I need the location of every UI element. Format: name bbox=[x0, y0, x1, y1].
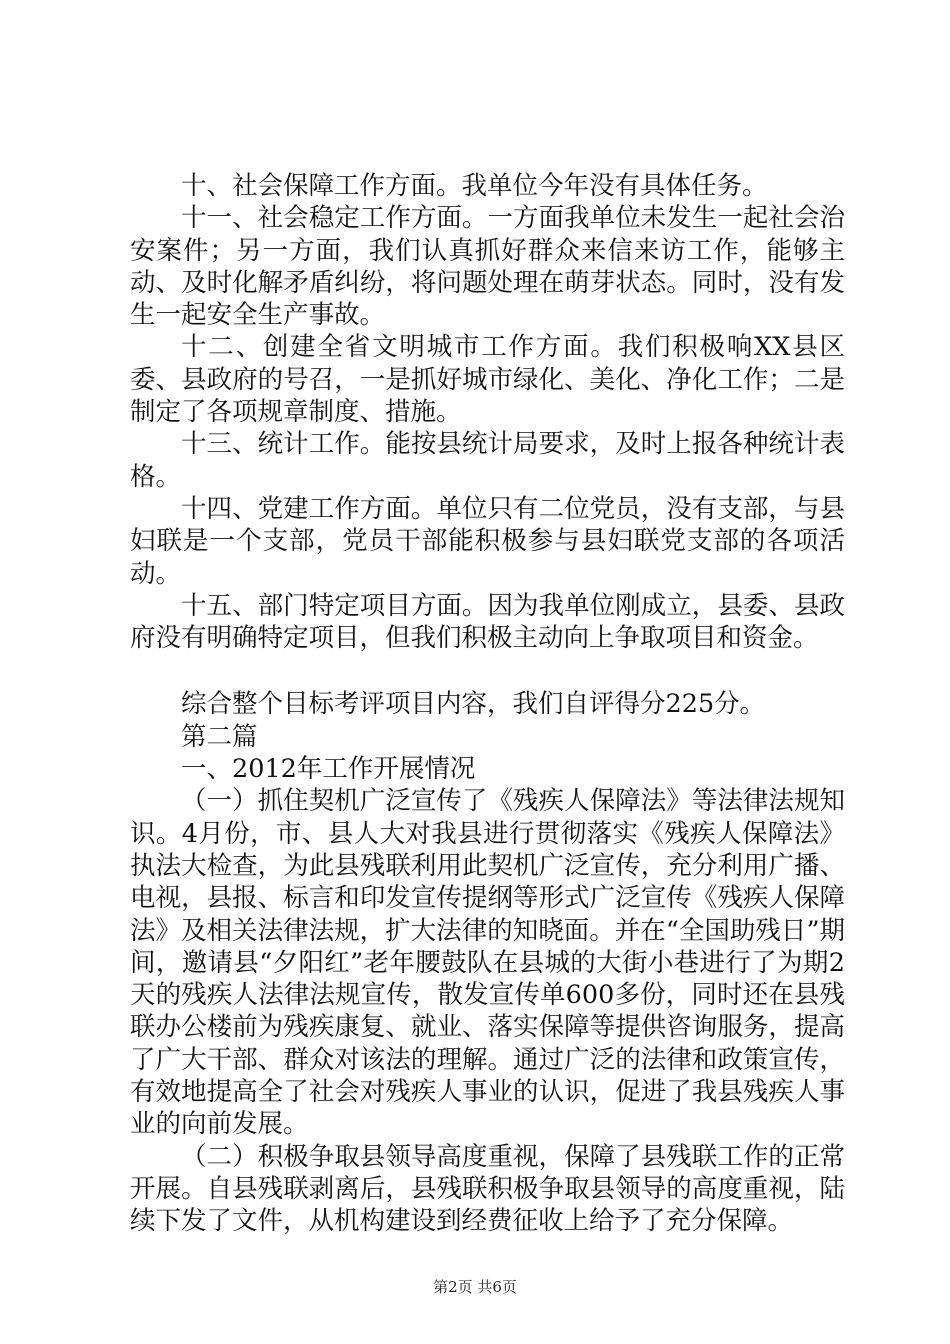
paragraph-social-stability: 十一、社会稳定工作方面。一方面我单位未发生一起社会治安案件；另一方面，我们认真抓好群众来信来访工作，能够主动、及时化解矛盾纠纷，将问题处理在萌芽状态。同时，没有发生一起安全生产事故。 bbox=[130, 203, 845, 331]
paragraph-social-security: 十、社会保障工作方面。我单位今年没有具体任务。 bbox=[181, 171, 768, 201]
paragraph-law-publicity: （一）抓住契机广泛宣传了《残疾人保障法》等法律法规知识。4月份，市、县人大对我县进行贯彻落实《残疾人保障法》执法大检查，为此县残联利用此契机广泛宣传，充分利用广播、电视，县报、标言和印发宣传提纲等形式广泛宣传《残疾人保障法》及相关法律法规，扩大法律的知晓面。并在“全国助残日”期间，邀请县“夕阳红”老年腰鼓队在县城的大街小巷进行了为期2天的残疾人法律法规宣传，散发宣传单600多份，同时还在县残联办公楼前为残疾康复、就业、落实保障等提供咨询服务，提高了广大干部、群众对该法的理解。通过广泛的法律和政策宣传，有效地提高全了社会对残疾人事业的认识，促进了我县残疾人事业的向前发展。 bbox=[130, 786, 845, 1140]
paragraph-statistics: 十三、统计工作。能按县统计局要求，及时上报各种统计表格。 bbox=[130, 429, 845, 492]
paragraph-gap bbox=[130, 654, 845, 688]
paragraph-party-building: 十四、党建工作方面。单位只有二位党员，没有支部，与县妇联是一个支部，党员干部能积极参与县妇联党支部的各项活动。 bbox=[130, 493, 845, 589]
paragraph-special-projects: 十五、部门特定项目方面。因为我单位刚成立，县委、县政府没有明确特定项目，但我们积极主动向上争取项目和资金。 bbox=[130, 590, 845, 654]
paragraph-civilized-city: 十二、创建全省文明城市工作方面。我们积极响XX县区委、县政府的号召，一是抓好城市绿化、美化、净化工作；二是制定了各项规章制度、措施。 bbox=[130, 332, 845, 428]
paragraph-self-score: 综合整个目标考评项目内容，我们自评得分225分。 bbox=[181, 689, 766, 720]
section-heading-2012-work: 一、2012年工作开展情况 bbox=[181, 754, 476, 785]
document-body bbox=[130, 170, 845, 1238]
paragraph-leadership-support: （二）积极争取县领导高度重视，保障了县残联工作的正常开展。自县残联剥离后，县残联积极争取县领导的高度重视，陆续下发了文件，从机构建设到经费征收上给予了充分保障。 bbox=[130, 1141, 845, 1237]
page-footer: 第2页 共6页 bbox=[433, 1278, 517, 1296]
section-heading-part-two: 第二篇 bbox=[181, 721, 258, 752]
